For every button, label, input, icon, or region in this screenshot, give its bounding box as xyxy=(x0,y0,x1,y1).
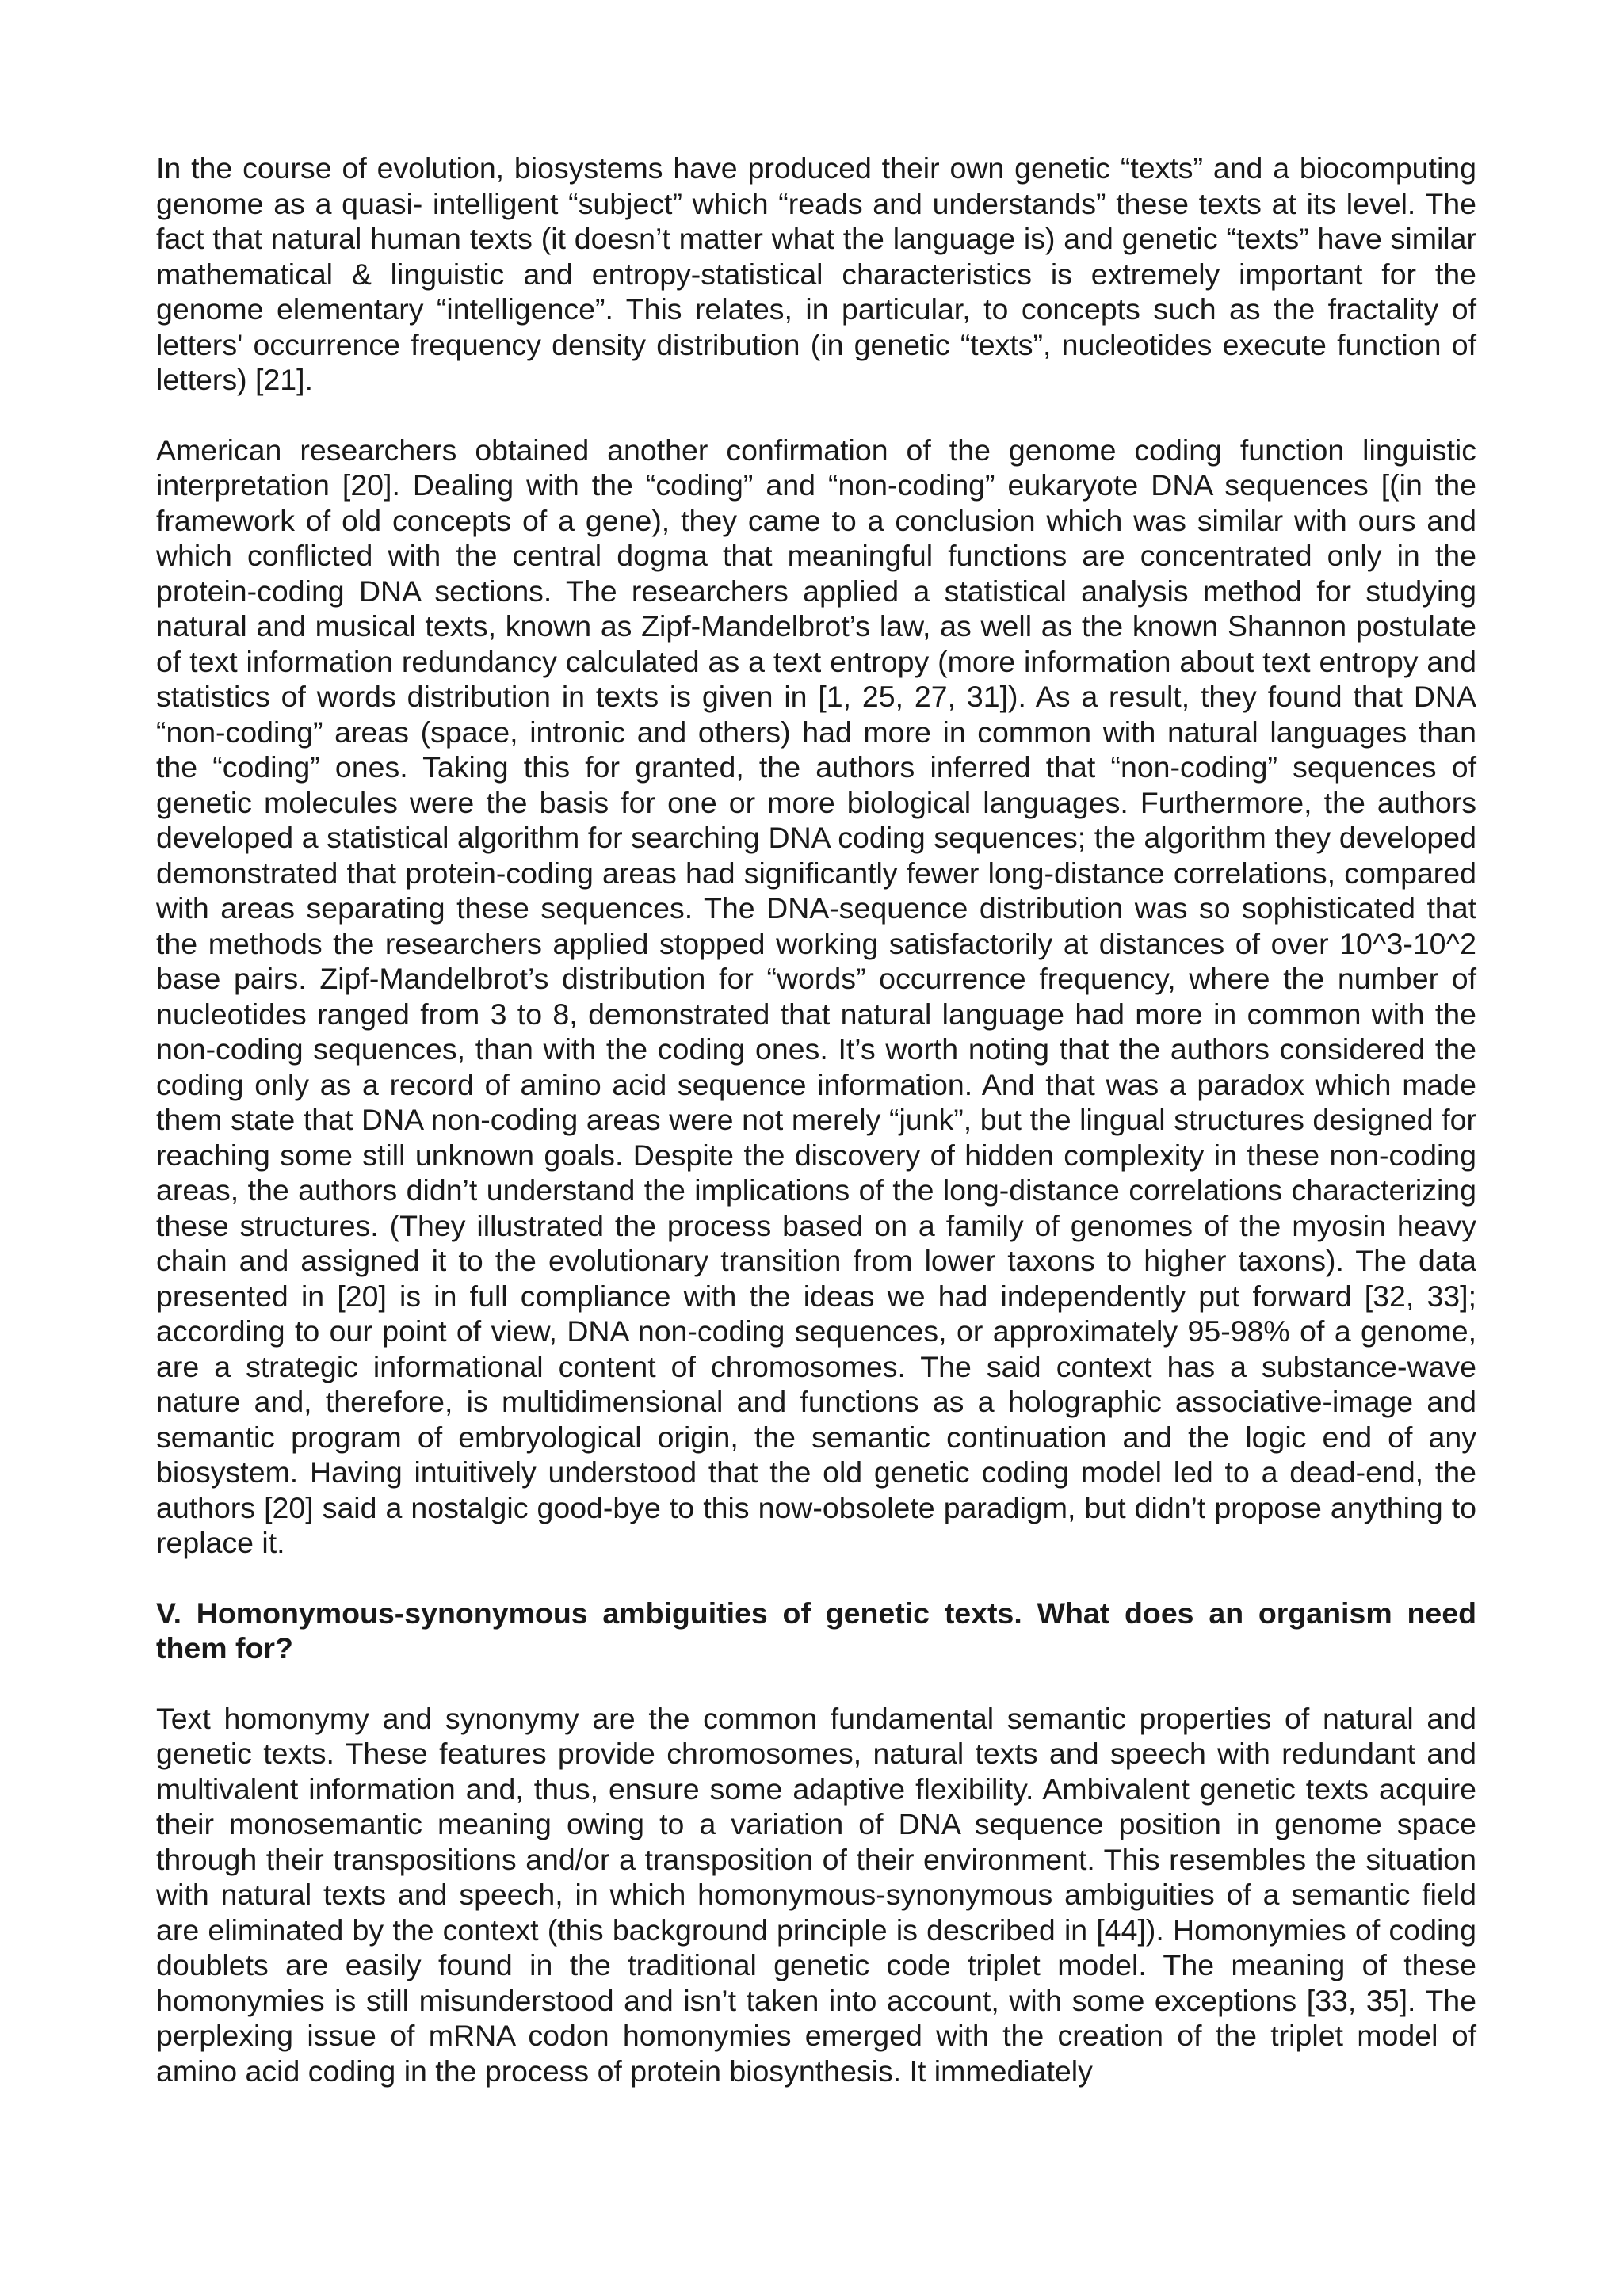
section-heading: V. Homonymous-synonymous ambiguities of genetic texts. What does an organism need them for? xyxy=(156,1596,1476,1665)
paragraph-american-researchers: American researchers obtained another confirmation of the genome coding function linguistic interpretation [20]. Dealing with the “coding” and “non-coding” eukaryote DNA sequences [(in the framework of old concepts of a gene), they came to a conclusion which was similar with ours and which conflicted with the central dogma that meaningful functions are concentrated only in the protein-coding DNA sections. The researchers applied a statistical analysis method for studying natural and musical texts, known as Zipf-Mandelbrot’s law, as well as the known Shannon postulate of text information redundancy calculated as a text entropy (more information about text entropy and statistics of words distribution in texts is given in [1, 25, 27, 31]). As a result, they found that DNA “non-coding” areas (space, intronic and others) had more in common with natural languages than the “coding” ones. Taking this for granted, the authors inferred that “non-coding” sequences of genetic molecules were the basis for one or more biological languages. Furthermore, the authors developed a statistical algorithm for searching DNA coding sequences; the algorithm they developed demonstrated that protein-coding areas had significantly fewer long-distance correlations, compared with areas separating these sequences. The DNA-sequence distribution was so sophisticated that the methods the researchers applied stopped working satisfactorily at distances of over 10^3-10^2 base pairs. Zipf-Mandelbrot’s distribution for “words” occurrence frequency, where the number of nucleotides ranged from 3 to 8, demonstrated that natural language had more in common with the non-coding sequences, than with the coding ones. It’s worth noting that the authors considered the coding only as a record of amino acid sequence information. And that was a paradox which made them state that DNA non-coding areas were not merely “junk”, but the lingual structures designed for reaching some still unknown goals. Despite the discovery of hidden complexity in these non-coding areas, the authors didn’t understand the implications of the long-distance correlations characterizing these structures. (They illustrated the process based on a family of genomes of the myosin heavy chain and assigned it to the evolutionary transition from lower taxons to higher taxons). The data presented in [20] is in full compliance with the ideas we had independently put forward [32, 33]; according to our point of view, DNA non-coding sequences, or approximately 95-98% of a genome, are a strategic informational content of chromosomes. The said context has a substance-wave nature and, therefore, is multidimensional and functions as a holographic associative-image and semantic program of embryological origin, the semantic continuation and the logic end of any biosystem. Having intuitively understood that the old genetic coding model led to a dead-end, the authors [20] said a nostalgic good-bye to this now-obsolete paradigm, but didn’t propose anything to replace it. xyxy=(156,433,1476,1559)
document-page xyxy=(156,151,1476,2123)
paragraph-evolution-genetic-texts: In the course of evolution, biosystems have produced their own genetic “texts” and a biocomputing genome as a quasi- intelligent “subject” which “reads and understands” these texts at its level. The fact that natural human texts (it doesn’t matter what the language is) and genetic “texts” have similar mathematical & linguistic and entropy-statistical characteristics is extremely important for the genome elementary “intelligence”. This relates, in particular, to concepts such as the fractality of letters' occurrence frequency density distribution (in genetic “texts”, nucleotides execute function of letters) [21]. xyxy=(156,151,1476,396)
paragraph-text-homonymy: Text homonymy and synonymy are the common fundamental semantic properties of natural and genetic texts. These features provide chromosomes, natural texts and speech with redundant and multivalent information and, thus, ensure some adaptive flexibility. Ambivalent genetic texts acquire their monosemantic meaning owing to a variation of DNA sequence position in genome space through their transpositions and/or a transposition of their environment. This resembles the situation with natural texts and speech, in which homonymous-synonymous ambiguities of a semantic field are eliminated by the context (this background principle is described in [44]). Homonymies of coding doublets are easily found in the traditional genetic code triplet model. The meaning of these homonymies is still misunderstood and isn’t taken into account, with some exceptions [33, 35]. The perplexing issue of mRNA codon homonymies emerged with the creation of the triplet model of amino acid coding in the process of protein biosynthesis. It immediately xyxy=(156,1701,1476,2088)
